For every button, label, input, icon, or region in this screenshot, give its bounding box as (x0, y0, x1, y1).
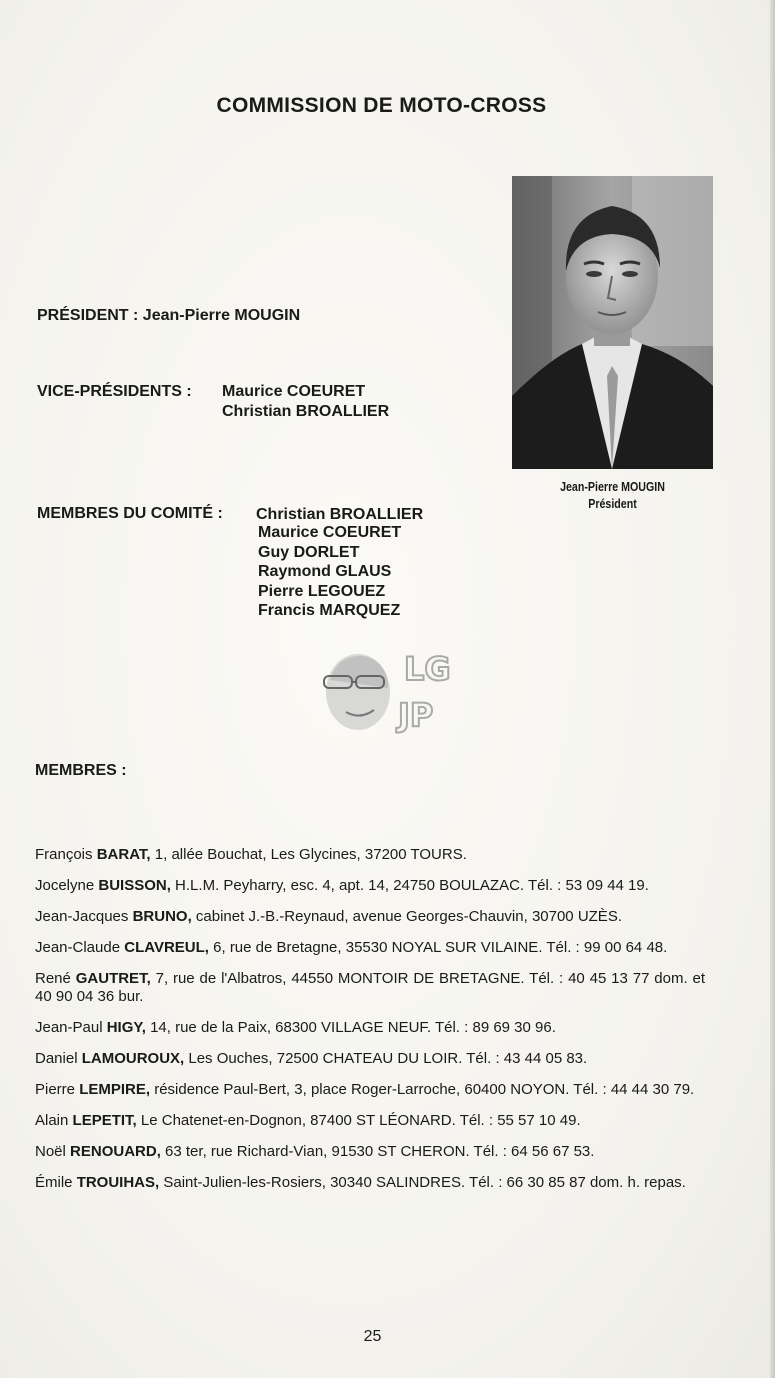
member-first-name: Jocelyne (35, 877, 95, 894)
vice-presidents-names (222, 382, 389, 422)
member-entry (35, 970, 705, 1006)
vice-president-name: Christian BROALLIER (222, 403, 390, 420)
president-line (37, 306, 300, 326)
logo-text-bottom: JP (398, 696, 434, 734)
member-details: 7, rue de l'Albatros, 44550 MONTOIR DE BRETAGNE. Tél. : 40 45 13 77 dom. et 40 90 04 36 bur. (35, 970, 705, 1005)
member-entry (35, 877, 705, 895)
committee-member-name: Pierre LEGOUEZ (258, 582, 386, 600)
member-first-name: Noël (35, 1143, 66, 1160)
member-details: H.L.M. Peyharry, esc. 4, apt. 14, 24750 BOULAZAC. Tél. : 53 09 44 19. (170, 877, 649, 894)
member-last-name: LEPETIT, (72, 1112, 137, 1129)
member-last-name: GAUTRET, (75, 970, 151, 987)
member-entry (35, 1174, 705, 1192)
member-details: Les Ouches, 72500 CHATEAU DU LOIR. Tél. : 43 44 05 83. (184, 1050, 588, 1067)
committee-member-name: Guy DORLET (258, 543, 360, 561)
page-number: 25 (363, 1328, 382, 1345)
member-first-name: François (35, 846, 93, 863)
member-first-name: Jean-Claude (35, 939, 121, 956)
member-entry (35, 1112, 705, 1130)
member-last-name: HIGY, (106, 1019, 146, 1036)
caption-role: Président (588, 496, 637, 511)
committee-member-name: Francis MARQUEZ (258, 602, 401, 619)
member-entry (35, 1019, 705, 1037)
member-first-name: René (35, 970, 71, 987)
member-first-name: Alain (35, 1112, 69, 1129)
president-name: Jean-Pierre MOUGIN (142, 307, 301, 324)
photo-caption (553, 478, 672, 512)
member-first-name: Jean-Paul (35, 1019, 103, 1036)
committee-label: MEMBRES DU COMITÉ : (37, 505, 223, 522)
members-label: MEMBRES : (35, 762, 127, 779)
president-photo (512, 176, 713, 469)
member-details: 14, rue de la Paix, 68300 VILLAGE NEUF. Tél. : 89 69 30 96. (145, 1019, 556, 1036)
member-last-name: BUISSON, (98, 877, 171, 894)
member-details: 6, rue de Bretagne, 35530 NOYAL SUR VILAINE. Tél. : 99 00 64 48. (208, 939, 668, 956)
president-label: PRÉSIDENT : (37, 307, 139, 324)
committee-member-name: Christian BROALLIER (256, 506, 424, 523)
member-first-name: Émile (35, 1174, 73, 1191)
member-details: 1, allée Bouchat, Les Glycines, 37200 TOURS. (150, 846, 467, 863)
member-last-name: BRUNO, (132, 908, 192, 925)
vice-presidents-label: VICE-PRÉSIDENTS : (37, 383, 192, 400)
member-entry (35, 939, 705, 957)
committee-member-name: Raymond GLAUS (258, 563, 392, 580)
member-last-name: LAMOUROUX, (81, 1050, 185, 1067)
member-entry (35, 1081, 705, 1099)
committee-member-list (258, 523, 401, 621)
committee-member-name: Maurice COEURET (258, 524, 402, 541)
vice-president-name: Maurice COEURET (222, 383, 366, 400)
member-last-name: RENOUARD, (70, 1143, 161, 1160)
page-edge (770, 0, 775, 1378)
member-entry (35, 1050, 705, 1068)
member-details: résidence Paul-Bert, 3, place Roger-Larroche, 60400 NOYON. Tél. : 44 44 30 79. (150, 1081, 695, 1098)
member-entry (35, 846, 705, 864)
member-first-name: Jean-Jacques (35, 908, 129, 925)
member-last-name: TROUIHAS, (76, 1174, 160, 1191)
member-last-name: CLAVREUL, (124, 939, 209, 956)
member-last-name: BARAT, (96, 846, 151, 863)
member-entry (35, 1143, 705, 1161)
member-details: cabinet J.-B.-Reynaud, avenue Georges-Chauvin, 30700 UZÈS. (191, 908, 622, 925)
caption-name: Jean-Pierre MOUGIN (560, 479, 665, 494)
member-details: Le Chatenet-en-Dognon, 87400 ST LÉONARD. Tél. : 55 57 10 49. (136, 1112, 581, 1129)
watermark-logo (318, 640, 458, 740)
member-first-name: Pierre (35, 1081, 76, 1098)
page-title: COMMISSION DE MOTO-CROSS (216, 94, 547, 117)
member-entry (35, 908, 705, 926)
member-last-name: LEMPIRE, (79, 1081, 151, 1098)
member-first-name: Daniel (35, 1050, 78, 1067)
member-details: 63 ter, rue Richard-Vian, 91530 ST CHERON. Tél. : 64 56 67 53. (160, 1143, 595, 1160)
logo-text-top: LG (404, 650, 451, 688)
member-details: Saint-Julien-les-Rosiers, 30340 SALINDRES. Tél. : 66 30 85 87 dom. h. repas. (159, 1174, 686, 1191)
member-list (35, 846, 705, 1205)
